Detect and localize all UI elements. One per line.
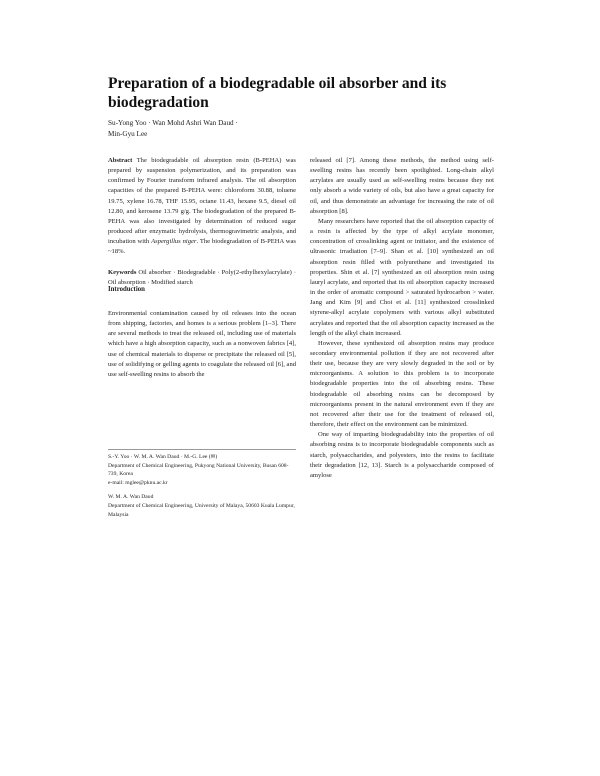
footnote-affiliation-2: Department of Chemical Engineering, University of Malaya, 50603 Kuala Lumpur, Malaysia (108, 502, 295, 518)
authors-line-1: Su-Yong Yoo · Wan Mohd Ashri Wan Daud · (108, 119, 238, 127)
footnote-email: e-mail: mglee@pknu.ac.kr (108, 479, 168, 486)
footnote-affiliation-1: Department of Chemical Engineering, Pukyong National University, Busan 608-739, Korea (108, 462, 289, 478)
authors-line-2: Min-Gyu Lee (108, 130, 148, 138)
footnote-authors: S.-Y. Yoo · W. M. A. Wan Daud · M.-G. Lee (✉) (108, 454, 218, 460)
abstract-text: The biodegradable oil absorption resin (B-PEHA) was prepared by suspension polymerization, and its preparation was confirmed by Fourier transform infrared analysis. The oil absorption capacities of the prepared B-PEHA were: chloroform 30.88, toluene 19.75, xylene 16.78, THF 15.95, octane 11.43, hexane 9.5, diesel oil 12.80, and kerosene 13.79 g/g. The biodegradation of the prepared B-PEHA was also investigated by determination of reduced sugar produced after enzymatic hydrolysis, thermogravimetric analysis, and incubation with (108, 157, 296, 246)
paper-title: Preparation of a biodegradable oil absorber and its biodegradation (108, 75, 447, 111)
abstract (108, 156, 296, 258)
right-paragraph-3: However, these synthesized oil absorption resins may produce secondary environmental pollution if they are not recovered after their use, because they are very slowly degraded in the soil or by microorganisms. A solution to this problem is to incorporate biodegradable properties into the oil absorbing resins. These biodegradable oil absorbing resins can be decomposed by microorganisms present in the natural environment even if they are not recovered after their use for the treatment of released oil, therefore, their effect on the environment can be minimized. (310, 339, 494, 429)
abstract-organism: Aspergillus niger (151, 238, 197, 246)
right-column (310, 156, 494, 481)
abstract-text-end: . The biodegradation of B-PEHA was ~18%. (108, 238, 296, 256)
author-list (108, 118, 408, 140)
right-paragraph-4: One way of imparting biodegradability into the properties of oil absorbing resins is to incorporate biodegradable components such as starch, polysaccharides, and polyesters, into the resins to facilitate their degradation [12, 13]. Starch is a polysaccharide composed of amylose (310, 431, 494, 479)
affiliation-footnotes (108, 449, 296, 519)
abstract-column (108, 156, 296, 288)
footnote-author-2: W. M. A. Wan Daud (108, 494, 154, 501)
right-paragraph-1: released oil [7]. Among these methods, the method using self-swelling resins has recently been spotlighted. Long-chain alkyl acrylates are usually used as self-swelling resins because they not only absorb a wide variety of oils, but also have a great capacity for oil, and thus demonstrate an advantage for increasing the rate of oil absorption [8]. (310, 157, 494, 215)
introduction-body (108, 309, 296, 380)
abstract-label: Abstract (108, 157, 133, 164)
introduction-paragraph: Environmental contamination caused by oil releases into the ocean from shipping, factories, and homes is a serious problem [1–3]. There are several methods to treat the released oil, including use of materials which have a high absorption capacity, such as a nonwoven fabrics [4], use of chemical materials to disperse or precipitate the released oil [5], use of solidifying or gelling agents to coagulate the released oil [6], and use self-swelling resins to absorb the (108, 310, 296, 378)
keywords-label: Keywords (108, 268, 137, 276)
right-paragraph-2: Many researchers have reported that the oil absorption capacity of a resin is affected by the type of alkyl acrylate monomer, concentration of crosslinking agent or initiator, and the existence of ultrasonic irradiation [7–9]. Shan et al. [10] synthesized an oil absorption resin filled with polyurethane and investigated its properties. Shin et al. [7] synthesized an oil absorption resin using lauryl acrylate, and reported that its oil absorption capacity increased in the order of aromatic compound > saturated hydrocarbon > water. Jang and Kim [9] and Choi et al. [11] synthesized crosslinked styrene-alkyl acrylate copolymers with various alkyl substituted acrylates and reported that the oil absorption capacity increased as the length of the alkyl chain increased. (310, 217, 494, 337)
keywords-text: Oil absorber · Biodegradable · Poly(2-ethylhexylacrylate) · Oil absorption · Modified starch (108, 268, 296, 286)
keywords (108, 268, 296, 288)
introduction-heading: Introduction (108, 286, 145, 293)
